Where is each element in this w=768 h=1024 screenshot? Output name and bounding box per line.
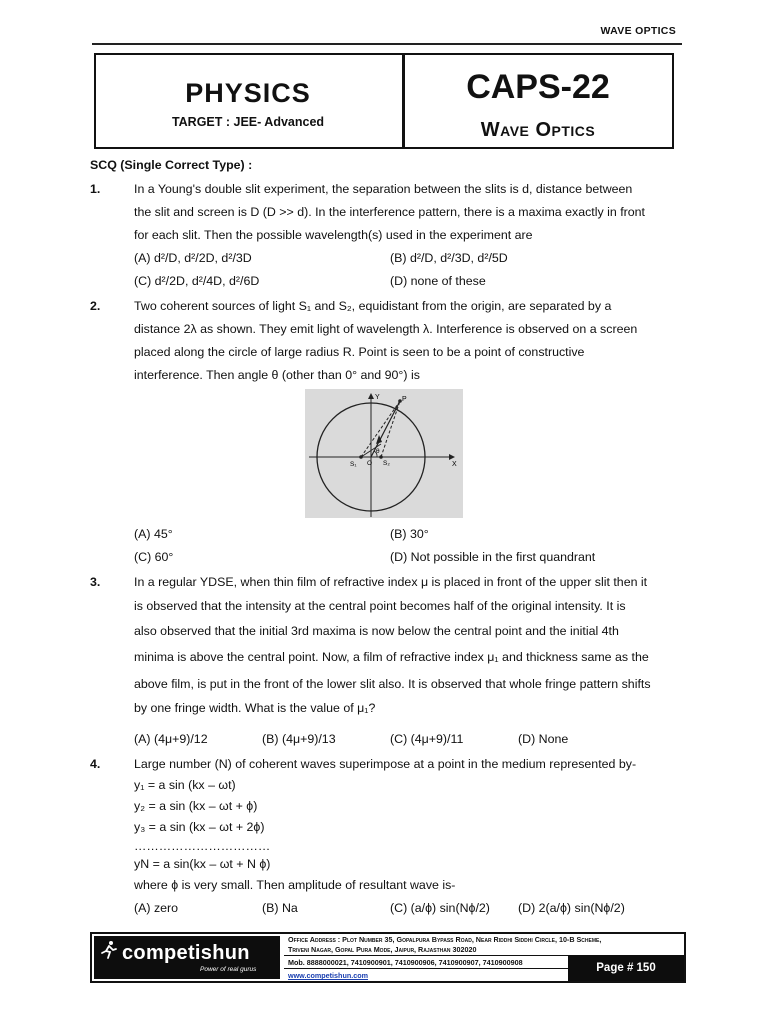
label-y: Y <box>375 394 380 401</box>
footer-divider <box>284 968 568 969</box>
page-number: Page # 150 <box>596 962 656 974</box>
q3-option-b: (B) (4μ+9)/13 <box>262 732 336 746</box>
q4-line: Large number (N) of coherent waves superimpose at a point in the medium represented by- <box>134 757 637 771</box>
office-address-line: Triveni Nagar, Gopal Pura Mode, Jaipur, Rajasthan 302020 <box>288 945 477 954</box>
q2-option-c: (C) 60° <box>134 550 174 564</box>
q4-option-d: (D) 2(a/ϕ) sin(Nϕ/2) <box>518 901 625 915</box>
target-exam: TARGET : JEE- Advanced <box>171 115 325 129</box>
q1-option-c: (C) d²/2D, d²/4D, d²/6D <box>134 274 260 288</box>
q1-line: for each slit. Then the possible wavelength(s) used in the experiment are <box>134 228 533 242</box>
label-x: X <box>452 461 457 468</box>
q3-line: In a regular YDSE, when thin film of refractive index μ is placed in front of the upper slit then it <box>134 575 648 589</box>
label-s2: S₂ <box>383 460 390 467</box>
q4-option-b: (B) Na <box>262 901 298 915</box>
q3-line: above film, is put in the front of the lower slit also. It is observed that whole fringe pattern shifts <box>134 677 651 691</box>
q4-option-c: (C) (a/ϕ) sin(Nϕ/2) <box>390 901 490 915</box>
mobile-numbers: Mob. 8888000021, 7410900901, 7410900906, 7410900907, 7410900908 <box>288 958 523 967</box>
q4-equation: y₃ = a sin (kx – ωt + 2ϕ) <box>134 820 265 834</box>
q3-line: by one fringe width. What is the value of μ₁? <box>134 701 376 715</box>
q4-number: 4. <box>90 757 101 771</box>
q1-line: the slit and screen is D (D >> d). In the interference pattern, there is a maxima exactly in front <box>134 205 646 219</box>
q1-option-a: (A) d²/D, d²/2D, d²/3D <box>134 251 252 265</box>
header-rule <box>92 43 682 45</box>
label-s1: S₁ <box>350 461 357 468</box>
source-s2-dot <box>379 455 383 459</box>
q2-line: distance 2λ as shown. They emit light of wavelength λ. Interference is observed on a screen <box>134 322 638 336</box>
x-axis-arrow-icon <box>449 454 455 460</box>
q2-option-b: (B) 30° <box>390 527 429 541</box>
subject-title: PHYSICS <box>185 78 311 108</box>
ray-s1 <box>361 401 400 457</box>
q3-number: 3. <box>90 575 101 589</box>
q3-line: also observed that the initial 3rd maxima is now below the central point and the initial 4th <box>134 624 619 638</box>
brand-tagline: Power of real gurus <box>200 966 257 973</box>
q2-diagram-svg <box>305 389 463 518</box>
q2-option-d: (D) Not possible in the first quandrant <box>390 550 596 564</box>
sheet-code: CAPS-22 <box>466 68 610 106</box>
q4-equation: y₂ = a sin (kx – ωt + ϕ) <box>134 799 258 813</box>
section-title: SCQ (Single Correct Type) : <box>90 158 253 172</box>
q1-option-d: (D) none of these <box>390 274 486 288</box>
ray-s2 <box>381 401 400 457</box>
label-p: P <box>402 396 407 403</box>
q4-equation: y₁ = a sin (kx – ωt) <box>134 778 236 792</box>
y-axis-arrow-icon <box>368 393 374 399</box>
q3-option-c: (C) (4μ+9)/11 <box>390 732 464 746</box>
q2-number: 2. <box>90 299 101 313</box>
q2-line: Two coherent sources of light S₁ and S₂, equidistant from the origin, are separated by a <box>134 299 612 313</box>
q3-line: minima is above the central point. Now, a film of refractive index μ₁ and thickness same as the <box>134 650 649 664</box>
q3-option-d: (D) None <box>518 732 569 746</box>
running-head: WAVE OPTICS <box>600 25 676 37</box>
q2-line: interference. Then angle θ (other than 0° and 90°) is <box>134 368 420 382</box>
office-address-line: Office Address : Plot Number 35, Gopalpura Bypass Road, Near Riddhi Siddhi Circle, 10-B Scheme, <box>288 935 602 944</box>
source-s1-dot <box>359 455 363 459</box>
q4-equation: yN = a sin(kx – ωt + N ϕ) <box>134 857 271 871</box>
q4-line: where ϕ is very small. Then amplitude of resultant wave is- <box>134 878 456 892</box>
label-theta: θ <box>376 448 380 455</box>
q2-diagram <box>305 389 463 518</box>
brand-logo: competishun <box>122 942 250 964</box>
q2-line: placed along the circle of large radius R. Point is seen to be a point of constructive <box>134 345 585 359</box>
runner-logo-icon <box>99 940 119 960</box>
website-link[interactable]: www.competishun.com <box>288 971 369 980</box>
q1-line: In a Young's double slit experiment, the separation between the slits is d, distance between <box>134 182 633 196</box>
q3-option-a: (A) (4μ+9)/12 <box>134 732 208 746</box>
q4-ellipsis: …………………………… <box>134 839 271 853</box>
q3-line: is observed that the intensity at the central point becomes half of the original intensity. It is <box>134 599 626 613</box>
q1-number: 1. <box>90 182 101 196</box>
q1-option-b: (B) d²/D, d²/3D, d²/5D <box>390 251 508 265</box>
label-o: O <box>367 460 373 467</box>
q2-option-a: (A) 45° <box>134 527 173 541</box>
q4-option-a: (A) zero <box>134 901 179 915</box>
chapter-title: Wave Optics <box>480 119 596 141</box>
